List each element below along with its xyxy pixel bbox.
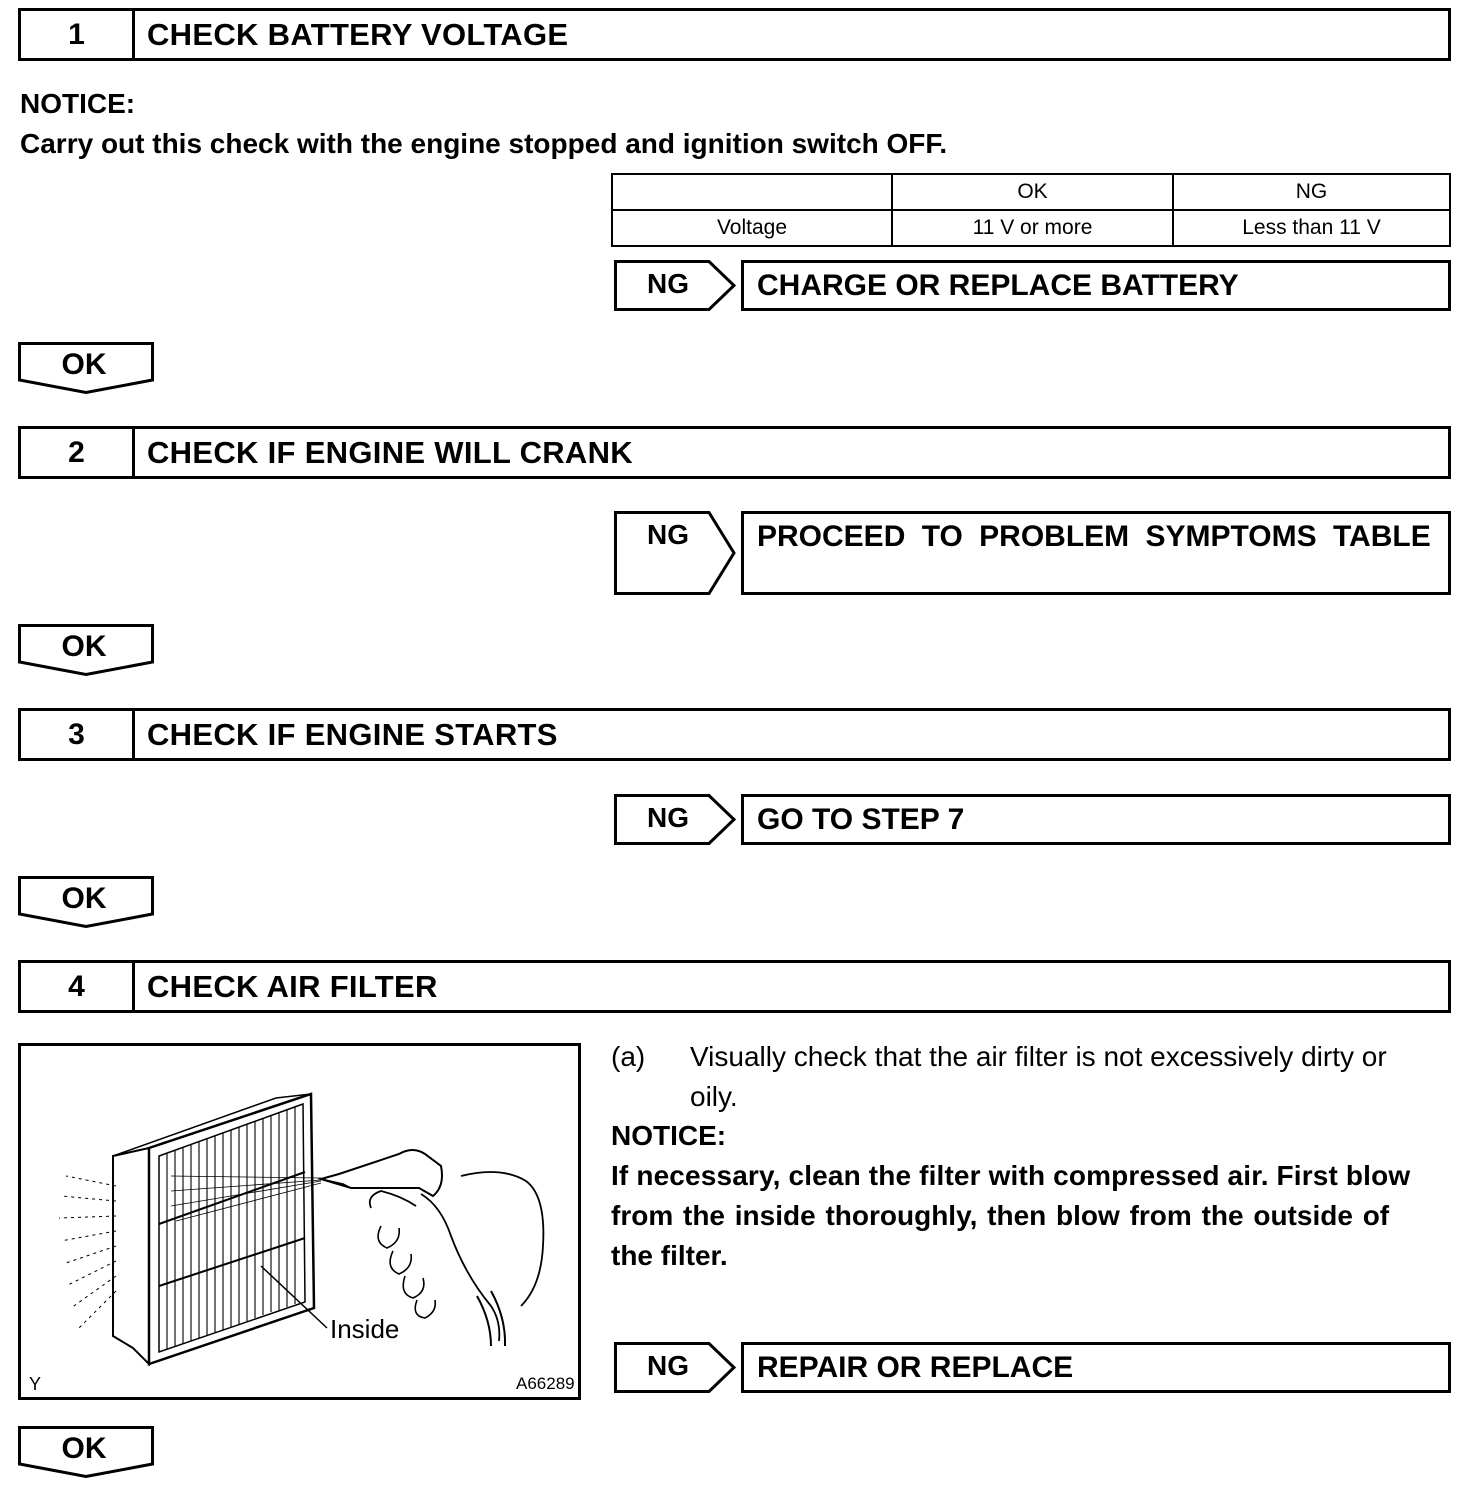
step-number: 3: [21, 711, 135, 758]
ok-branch-tag: [18, 342, 154, 394]
action-box: [741, 794, 1451, 845]
table-row: [612, 210, 1450, 246]
action-box: [741, 511, 1451, 595]
ng-branch-tag: [614, 794, 736, 845]
table-cell: Less than 11 V: [1173, 210, 1450, 246]
air-flow-lines: [59, 1176, 116, 1328]
step-title: CHECK IF ENGINE WILL CRANK: [147, 434, 633, 470]
air-filter-illustration: [21, 1046, 578, 1397]
action-text: CHARGE OR REPLACE BATTERY: [757, 269, 1239, 302]
item-text: Visually check that the air filter is not excessively dirty or: [690, 1041, 1387, 1072]
step-3-header: [18, 708, 1451, 761]
ng-branch-tag: [614, 1342, 736, 1393]
notice-text: from the inside thoroughly, then blow from the outside of: [611, 1200, 1390, 1231]
notice-text: the filter.: [611, 1240, 728, 1271]
action-box: [741, 1342, 1451, 1393]
notice-text: Carry out this check with the engine stopped and ignition switch OFF.: [20, 128, 948, 159]
step-number: 1: [21, 11, 135, 58]
ng-branch-tag: [614, 511, 736, 595]
ng-label: NG: [647, 802, 689, 833]
step-number: 2: [21, 429, 135, 476]
voltage-spec-table: [611, 173, 1451, 247]
table-header-cell: [612, 174, 892, 210]
ok-label: OK: [61, 348, 107, 381]
action-text: PROCEED TO PROBLEM SYMPTOMS TABLE: [757, 520, 1431, 553]
step-title: CHECK BATTERY VOLTAGE: [147, 16, 569, 52]
step-4-header: [18, 960, 1451, 1013]
figure-corner-mark: Y: [29, 1374, 42, 1394]
ok-branch-tag: [18, 1426, 154, 1478]
air-filter-figure: [18, 1043, 581, 1400]
table-cell: Voltage: [612, 210, 892, 246]
item-marker: (a): [611, 1041, 646, 1072]
table-cell: 11 V or more: [892, 210, 1173, 246]
ng-branch-tag: [614, 260, 736, 311]
ok-label: OK: [61, 882, 107, 915]
action-text: REPAIR OR REPLACE: [757, 1351, 1074, 1384]
ok-label: OK: [61, 1432, 107, 1465]
figure-callout: Inside: [330, 1314, 400, 1344]
ok-label: OK: [61, 630, 107, 663]
step-2-header: [18, 426, 1451, 479]
ok-branch-tag: [18, 624, 154, 676]
step-number: 4: [21, 963, 135, 1010]
ok-branch-tag: [18, 876, 154, 928]
notice-heading: NOTICE:: [20, 88, 136, 119]
step-1-header: [18, 8, 1451, 61]
item-text: oily.: [690, 1081, 738, 1112]
notice-text: If necessary, clean the filter with compressed air. First blow: [611, 1160, 1411, 1191]
ng-label: NG: [647, 268, 689, 299]
notice-heading: NOTICE:: [611, 1120, 727, 1151]
table-header-cell: OK: [892, 174, 1173, 210]
figure-id: A66289: [516, 1374, 575, 1393]
ng-label: NG: [647, 519, 689, 550]
table-header-row: [612, 174, 1450, 210]
action-box: [741, 260, 1451, 311]
step-title: CHECK AIR FILTER: [147, 968, 438, 1004]
step-title: CHECK IF ENGINE STARTS: [147, 716, 558, 752]
ng-label: NG: [647, 1350, 689, 1381]
action-text: GO TO STEP 7: [757, 803, 965, 836]
table-header-cell: NG: [1173, 174, 1450, 210]
